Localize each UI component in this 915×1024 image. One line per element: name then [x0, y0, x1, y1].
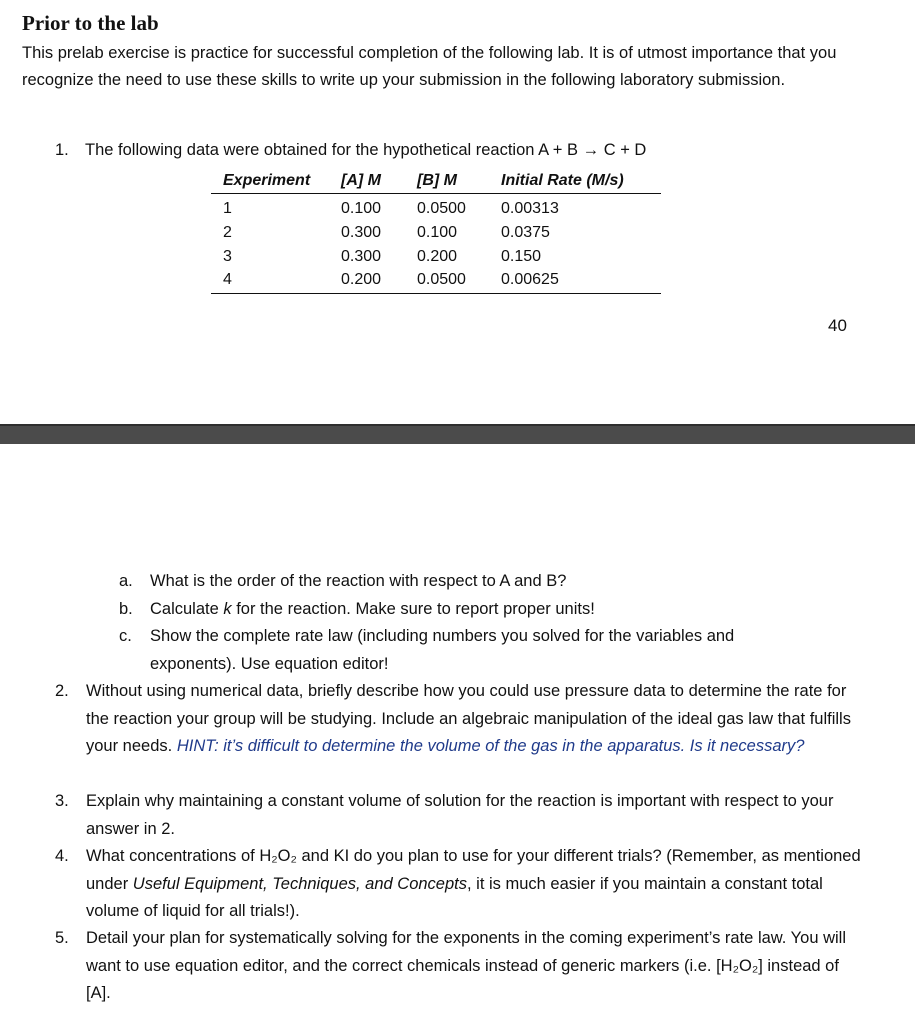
- table-cell: 0.0375: [501, 224, 550, 241]
- table-cell: 0.150: [501, 248, 542, 265]
- header-initial-rate: Initial Rate (M/s): [501, 168, 661, 194]
- page-number: 40: [828, 316, 847, 335]
- question-3-number: 3.: [55, 792, 69, 810]
- table-row: [211, 194, 661, 222]
- subquestion-a-label: a.: [119, 572, 133, 590]
- question-2-text: Without using numerical data, briefly describe how you could use pressure data to determine the rate for the reaction your group will be studying. Include an algebraic manipulation of the ideal gas law that fulfills your needs.: [86, 682, 851, 755]
- page-title: Prior to the lab: [22, 11, 159, 35]
- question-5: [55, 925, 865, 1008]
- question-4-pre: What concentrations of H₂O₂ and KI do you plan to use for your different trials? (Remember, as mentioned under: [86, 847, 861, 893]
- table-cell: 0.200: [341, 269, 417, 294]
- header-experiment: Experiment: [211, 168, 341, 194]
- question-1: [55, 141, 646, 160]
- question-3-text: Explain why maintaining a constant volume of solution for the reaction is important with respect to your answer in 2.: [86, 792, 834, 838]
- subquestion-a-text: What is the order of the reaction with respect to A and B?: [150, 572, 567, 590]
- table-header-row: [211, 168, 661, 194]
- header-a-conc: [A] M: [341, 168, 417, 194]
- table-row: [211, 221, 661, 245]
- table-row: [211, 245, 661, 269]
- question-2-number: 2.: [55, 682, 69, 700]
- question-2: [55, 678, 865, 761]
- table-cell: 0.0500: [417, 269, 501, 294]
- table-cell: 0.300: [341, 248, 382, 265]
- table-row: [211, 269, 661, 294]
- table-cell: 0.00313: [501, 200, 559, 217]
- table-cell: 1: [223, 200, 232, 217]
- table-cell: 0.200: [417, 248, 458, 265]
- subquestion-c-text: Show the complete rate law (including numbers you solved for the variables and exponents). Use equation editor!: [150, 627, 735, 673]
- question-3: [55, 788, 865, 843]
- question-4-post: , it is much easier if you maintain a constant total volume of liquid for all trials!).: [86, 874, 823, 920]
- subquestion-c-label: c.: [119, 627, 132, 645]
- subquestion-a: [119, 568, 819, 596]
- table-cell: 0.00625: [501, 269, 661, 294]
- subquestion-b-k: k: [223, 600, 232, 618]
- subquestion-b-post: for the reaction. Make sure to report proper units!: [231, 600, 595, 618]
- question-5-text: Detail your plan for systematically solving for the exponents in the coming experiment’s rate law. You will want to use equation editor, and the correct chemicals instead of generic markers (i.e. [H₂O₂] instead of [A].: [86, 929, 846, 1002]
- question-2-hint: HINT: it’s difficult to determine the volume of the gas in the apparatus. Is it necessary?: [176, 737, 805, 755]
- question-4: [55, 843, 865, 926]
- table-cell: 2: [223, 224, 232, 241]
- table-cell: 0.0500: [417, 200, 466, 217]
- table-cell: 0.100: [341, 200, 382, 217]
- data-table: [211, 168, 661, 294]
- subquestion-b: [119, 596, 819, 624]
- page-divider: [0, 424, 915, 444]
- subquestion-b-label: b.: [119, 600, 133, 618]
- question-1-text: The following data were obtained for the hypothetical reaction A + B → C + D: [85, 141, 647, 159]
- subquestion-b-pre: Calculate: [150, 600, 224, 618]
- table-cell: 3: [223, 248, 232, 265]
- header-b-conc: [B] M: [417, 168, 501, 194]
- subquestion-c: [119, 623, 799, 678]
- question-1-number: 1.: [55, 141, 69, 159]
- question-4-number: 4.: [55, 847, 69, 865]
- table-cell: 4: [211, 269, 341, 294]
- intro-paragraph: This prelab exercise is practice for successful completion of the following lab. It is of utmost importance that you recognize the need to use these skills to write up your submission in the following laboratory submission.: [22, 44, 837, 89]
- question-5-number: 5.: [55, 929, 69, 947]
- table-cell: 0.300: [341, 224, 382, 241]
- table-cell: 0.100: [417, 224, 458, 241]
- question-4-italic: Useful Equipment, Techniques, and Concepts: [132, 874, 467, 893]
